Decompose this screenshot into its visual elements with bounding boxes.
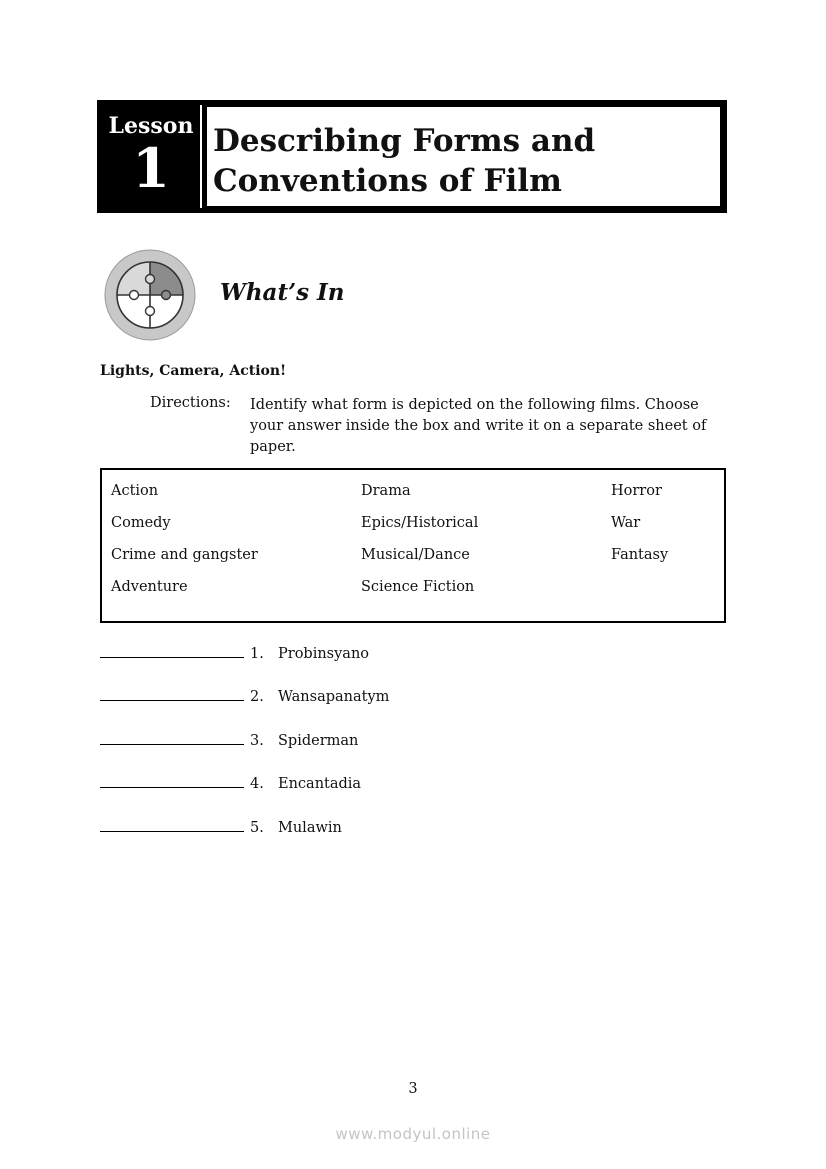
item-text: Wansapanatym [278,689,390,705]
choice-science-fiction: Science Fiction [361,579,475,595]
lesson-title-box [206,106,721,207]
choice-horror: Horror [611,483,662,499]
list-item [100,685,389,705]
activity-title: Lights, Camera, Action! [100,363,287,379]
lesson-label: Lesson [108,113,194,139]
lesson-title-line-2: Conventions of Film [213,163,562,199]
answer-blank[interactable] [100,772,244,788]
choice-action: Action [111,483,159,499]
section-title: What’s In [220,279,345,306]
directions-label: Directions: [150,395,231,411]
choice-epics: Epics/Historical [361,515,479,531]
answer-blank[interactable] [100,729,244,745]
item-text: Probinsyano [278,646,370,662]
lesson-badge [102,105,202,208]
answer-blank[interactable] [100,816,244,832]
choice-crime: Crime and gangster [111,547,258,563]
puzzle-icon [104,249,196,341]
answer-blank[interactable] [100,642,244,658]
choice-comedy: Comedy [111,515,171,531]
item-number: 2. [250,689,264,705]
item-text: Spiderman [278,733,359,749]
list-item [100,772,361,792]
list-item [100,642,369,662]
item-number: 3. [250,733,264,749]
list-item [100,729,358,749]
list-item [100,816,342,836]
lesson-header [97,100,727,213]
choice-fantasy: Fantasy [611,547,669,563]
directions-text: Identify what form is depicted on the following films. Choose your answer inside the box and write it on a separate sheet of paper. [250,397,707,455]
choice-adventure: Adventure [111,579,188,595]
page-number: 3 [408,1081,418,1097]
choice-musical: Musical/Dance [361,547,470,563]
item-number: 1. [250,646,264,662]
choice-drama: Drama [361,483,411,499]
choice-war: War [611,515,641,531]
item-text: Mulawin [278,820,342,836]
lesson-title-line-1: Describing Forms and [213,123,596,159]
choices-box [100,468,726,623]
lesson-number: 1 [132,136,170,200]
item-number: 5. [250,820,264,836]
item-text: Encantadia [278,776,362,792]
item-number: 4. [250,776,264,792]
watermark: www.modyul.online [335,1125,491,1143]
answer-blank[interactable] [100,685,244,701]
